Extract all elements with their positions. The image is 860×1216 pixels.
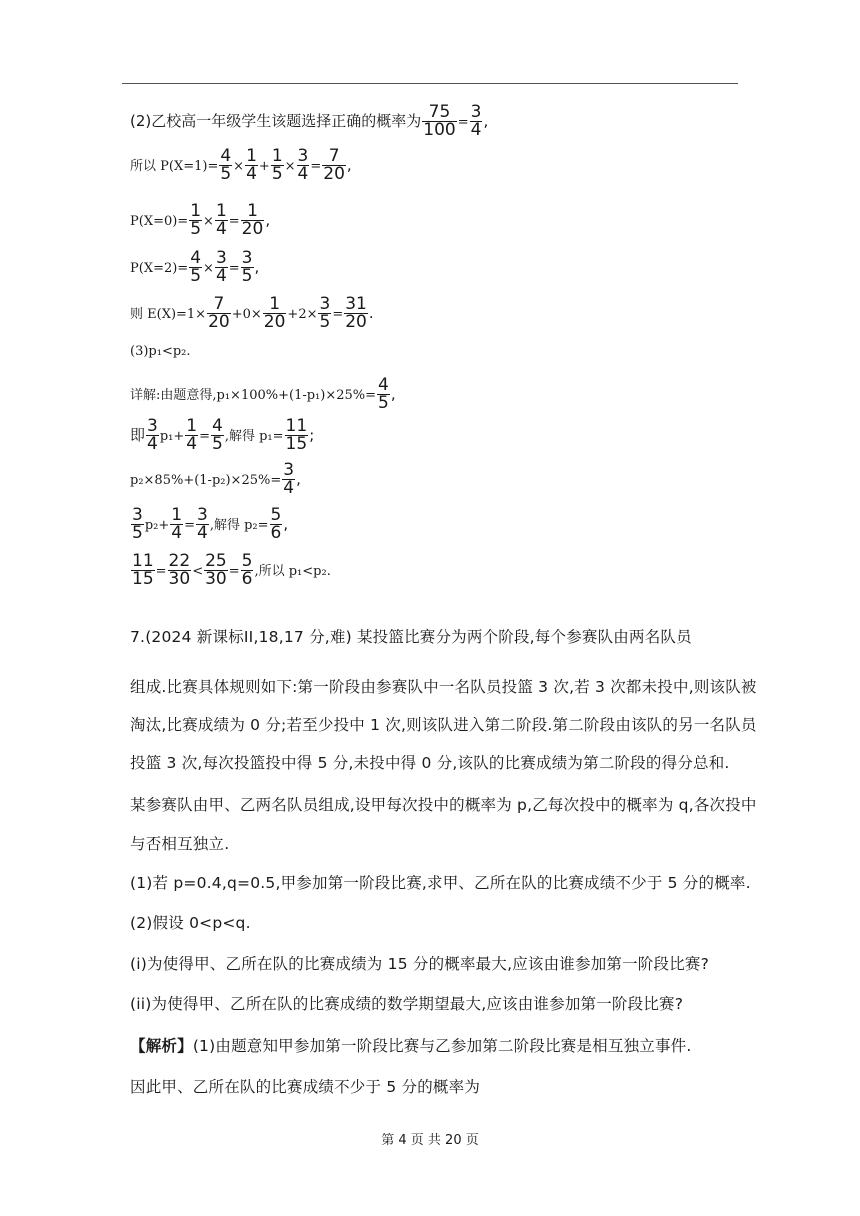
fraction: $\frac{4}{5}$ (212, 416, 223, 454)
text-segment: 则 E(X)=1× (130, 307, 207, 322)
fraction: $\frac{1}{4}$ (246, 146, 257, 184)
question-2: (2)假设 0<p<q. (130, 914, 251, 932)
fraction: $\frac{4}{5}$ (220, 146, 232, 184)
fraction: $\frac{1}{5}$ (190, 201, 202, 239)
fraction: $\frac{3}{4}$ (283, 460, 295, 498)
text-segment: 详解:由题意得,p₁×100%+(1-p₁)×25%= (130, 388, 377, 403)
fraction: $\frac{5}{6}$ (270, 505, 282, 543)
problem-line: 与否相互独立. (130, 835, 230, 853)
fraction: $\frac{25}{30}$ (205, 551, 227, 589)
solve-p2-line: $\frac{3}{5}$ p₂+ $\frac{1}{4}$ = $\frac{3}{4}$ ,解得 p₂= $\frac{5}{6}$ , (132, 505, 289, 543)
p-x2-line: P(X=2)= $\frac{4}{5}$ × $\frac{3}{4}$ = $\frac{3}{5}$ , (130, 248, 260, 286)
fraction: $\frac{3}{5}$ (319, 294, 331, 332)
fraction: $\frac{1}{20}$ (241, 201, 264, 239)
text-segment: (3)p₁<p₂. (130, 344, 191, 359)
fraction: $\frac{1}{20}$ (263, 294, 286, 332)
fraction: $\frac{31}{20}$ (345, 294, 367, 332)
part-3-answer (130, 340, 191, 362)
p-x1-line: 所以 P(X=1)= $\frac{4}{5}$ × $\frac{1}{4}$ + $\frac{1}{5}$ × $\frac{3}{4}$ = $\frac{7}{20}$ , (130, 146, 352, 184)
problem-line: 投篮 3 次,每次投篮投中得 5 分,未投中得 0 分,该队的比赛成绩为第二阶段的得分总和. (130, 754, 730, 772)
compare-line: $\frac{11}{15}$ = $\frac{22}{30}$ < $\frac{25}{30}$ = $\frac{5}{6}$ ,所以 p₁<p₂. (132, 551, 331, 589)
fraction: $\frac{1}{4}$ (171, 505, 183, 543)
fraction: $\frac{3}{4}$ (147, 416, 158, 454)
solution-line-2: (2)乙校高一年级学生该题选择正确的概率为 $\frac{75}{100}$ = $\frac{3}{4}$ , (130, 102, 489, 140)
question-2-ii: (ii)为使得甲、乙所在队的比赛成绩的数学期望最大,应该由谁参加第一阶段比赛? (130, 995, 684, 1013)
fraction: $\frac{3}{4}$ (470, 102, 482, 140)
header-rule (122, 83, 738, 84)
text-segment: P(X=0)= (130, 214, 189, 229)
fraction: $\frac{7}{20}$ (208, 294, 230, 332)
analysis-line-2: 因此甲、乙所在队的比赛成绩不少于 5 分的概率为 (130, 1078, 481, 1096)
p2-equation-line: p₂×85%+(1-p₂)×25%= $\frac{3}{4}$ , (130, 460, 301, 498)
fraction: $\frac{1}{4}$ (186, 416, 198, 454)
fraction: $\frac{75}{100}$ (423, 102, 456, 140)
solve-p1-line: 即 $\frac{3}{4}$ p₁+ $\frac{1}{4}$ = $\frac{4}{5}$ ,解得 p₁= $\frac{11}{15}$ ; (130, 416, 315, 454)
fraction: $\frac{3}{4}$ (197, 505, 208, 543)
page-footer: 第 4 页 共 20 页 (381, 1133, 479, 1148)
fraction: $\frac{1}{4}$ (215, 201, 227, 239)
fraction: $\frac{3}{5}$ (241, 248, 253, 286)
fraction: $\frac{3}{5}$ (132, 505, 143, 543)
fraction: $\frac{1}{5}$ (271, 146, 283, 184)
problem-line: 7.(2024 新课标II,18,17 分,难) 某投篮比赛分为两个阶段,每个参赛队由两名队员 (130, 628, 692, 646)
problem-line: 某参赛队由甲、乙两名队员组成,设甲每次投中的概率为 p,乙每次投中的概率为 q,各次投中 (130, 796, 757, 814)
problem-line: 淘汰,比赛成绩为 0 分;若至少投中 1 次,则该队进入第二阶段.第二阶段由该队的另一名队员 (130, 716, 757, 734)
question-2-i: (i)为使得甲、乙所在队的比赛成绩为 15 分的概率最大,应该由谁参加第一阶段比赛? (130, 955, 710, 973)
text-segment: 即 (130, 426, 146, 444)
text-segment: p₂×85%+(1-p₂)×25%= (130, 473, 282, 488)
analysis-text: (1)由题意知甲参加第一阶段比赛与乙参加第二阶段比赛是相互独立事件. (192, 1037, 692, 1055)
p-x0-line: P(X=0)= $\frac{1}{5}$ × $\frac{1}{4}$ = $\frac{1}{20}$ , (130, 201, 271, 239)
fraction: $\frac{5}{6}$ (241, 551, 253, 589)
fraction: $\frac{3}{4}$ (215, 248, 227, 286)
detail-line: 详解:由题意得,p₁×100%+(1-p₁)×25%= $\frac{4}{5}$ , (130, 375, 396, 413)
fraction: $\frac{7}{20}$ (323, 146, 345, 184)
fraction: $\frac{4}{5}$ (190, 248, 202, 286)
fraction: $\frac{11}{15}$ (132, 551, 154, 589)
fraction: $\frac{3}{4}$ (297, 146, 309, 184)
expectation-line: 则 E(X)=1× $\frac{7}{20}$ +0× $\frac{1}{20}$ +2× $\frac{3}{5}$ = $\frac{31}{20}$ . (130, 294, 374, 332)
fraction: $\frac{11}{15}$ (285, 416, 308, 454)
analysis-tag: 【解析】 (130, 1037, 193, 1055)
text-segment: P(X=2)= (130, 261, 189, 276)
fraction: $\frac{22}{30}$ (168, 551, 191, 589)
analysis-line (130, 1036, 692, 1056)
text-segment: 所以 P(X=1)= (130, 159, 219, 174)
problem-line: 组成.比赛具体规则如下:第一阶段由参赛队中一名队员投篮 3 次,若 3 次都未投中,则该队被 (130, 678, 757, 696)
question-1: (1)若 p=0.4,q=0.5,甲参加第一阶段比赛,求甲、乙所在队的比赛成绩不少于 5 分的概率. (130, 874, 751, 892)
text-segment: (2)乙校高一年级学生该题选择正确的概率为 (130, 112, 422, 130)
fraction: $\frac{4}{5}$ (378, 375, 389, 413)
